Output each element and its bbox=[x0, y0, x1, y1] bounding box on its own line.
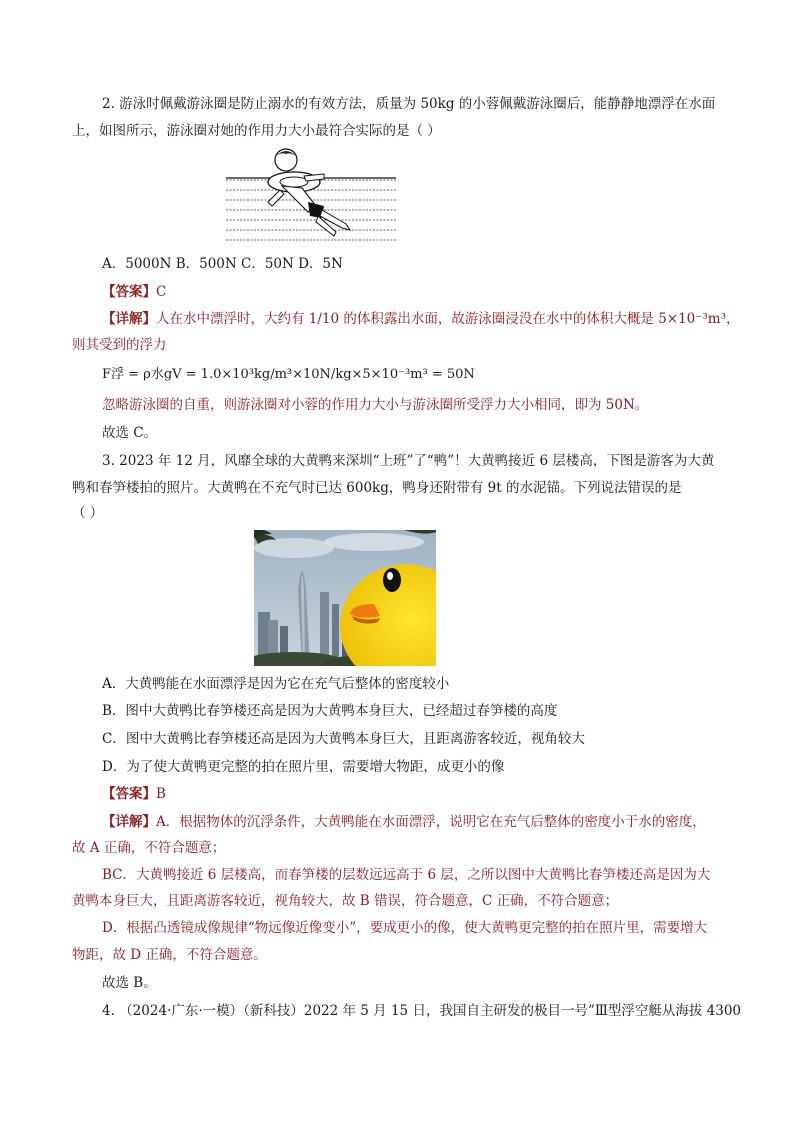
q2-answer-value: C bbox=[156, 284, 167, 300]
q3-detail-tag: 【详解】 bbox=[102, 814, 156, 830]
duck-photo bbox=[254, 530, 436, 666]
q3-detail-a-text: A．根据物体的沉浮条件，大黄鸭能在水面漂浮，说明它在充气后整体的密度小于水的密度， bbox=[156, 814, 706, 830]
q3-detail-a-line2: 故 A 正确，不符合题意； bbox=[72, 840, 226, 856]
q4-stem-line1: 4. （2024·广东·一模）（新科技）2022 年 5 月 15 日，我国自主研发的极目一号”Ⅲ型浮空艇从海拔 4300 bbox=[102, 1003, 742, 1019]
q3-answer-tag: 【答案】 bbox=[102, 786, 156, 802]
q2-answer-tag: 【答案】 bbox=[102, 284, 156, 300]
q3-answer-value: B bbox=[156, 786, 166, 802]
q3-detail-bc-line1: BC．大黄鸭接近 6 层楼高，而春笋楼的层数远远高于 6 层，之所以图中大黄鸭比春笋楼还高是因为大 bbox=[102, 867, 711, 883]
q3-option-a: A．大黄鸭能在水面漂浮是因为它在充气后整体的密度较小 bbox=[102, 676, 450, 692]
q2-answer-line bbox=[102, 282, 166, 302]
q2-detail-text1: 人在水中漂浮时，大约有 1/10 的体积露出水面，故游泳圈浸没在水中的体积大概是 5×10⁻³m³， bbox=[156, 311, 740, 327]
q3-stem-line1: 3. 2023 年 12 月，风靡全球的大黄鸭来深圳“上班”了“鸭”！大黄鸭接近 6 层楼高，下图是游客为大黄 bbox=[102, 453, 715, 469]
q2-conclusion: 故选 C。 bbox=[102, 425, 158, 441]
q3-detail-d-line2: 物距，故 D 正确，不符合题意。 bbox=[72, 947, 267, 963]
q3-option-d: D．为了使大黄鸭更完整的拍在照片里，需要增大物距，成更小的像 bbox=[102, 759, 505, 775]
q2-options: A．5000N B．500N C．50N D．5N bbox=[102, 256, 343, 272]
q2-detail-line1 bbox=[102, 309, 740, 329]
q3-detail-d-line1: D．根据凸透镜成像规律“物远像近像变小”，要成更小的像，使大黄鸭更完整的拍在照片里，需要增大 bbox=[102, 920, 708, 936]
q2-formula: F浮 = ρ水gV = 1.0×10³kg/m³×10N/kg×5×10⁻³m³ = 50N bbox=[102, 367, 475, 382]
q3-detail-bc-line2: 黄鸭本身巨大，且距离游客较近，视角较大，故 B 错误，符合题意，C 正确，不符合题意； bbox=[72, 893, 619, 909]
q3-answer-line bbox=[102, 784, 166, 804]
q2-detail-tag: 【详解】 bbox=[102, 311, 156, 327]
q3-option-b: B．图中大黄鸭比春笋楼还高是因为大黄鸭本身巨大，已经超过春笋楼的高度 bbox=[102, 703, 558, 719]
swimmer-figure bbox=[224, 146, 398, 250]
q3-stem-line3: （ ） bbox=[72, 505, 104, 521]
q2-detail-line3: 忽略游泳圈的自重，则游泳圈对小蓉的作用力大小与游泳圈所受浮力大小相同，即为 50N。 bbox=[102, 397, 649, 413]
q2-stem-line2: 上，如图所示，游泳圈对她的作用力大小最符合实际的是（ ） bbox=[72, 123, 441, 139]
q3-stem-line2: 鸭和春笋楼拍的照片。大黄鸭在不充气时已达 600kg，鸭身还附带有 9t 的水泥锚。下列说法错误的是 bbox=[72, 480, 682, 496]
q3-conclusion: 故选 B。 bbox=[102, 975, 157, 991]
q2-stem-line1: 2. 游泳时佩戴游泳圈是防止溺水的有效方法，质量为 50kg 的小蓉佩戴游泳圈后，能静静地漂浮在水面 bbox=[102, 96, 716, 112]
q3-option-c: C．图中大黄鸭比春笋楼还高是因为大黄鸭本身巨大，且距离游客较近，视角较大 bbox=[102, 731, 585, 747]
q2-detail-line2: 则其受到的浮力 bbox=[72, 337, 167, 353]
q3-detail-a-line1 bbox=[102, 812, 706, 832]
